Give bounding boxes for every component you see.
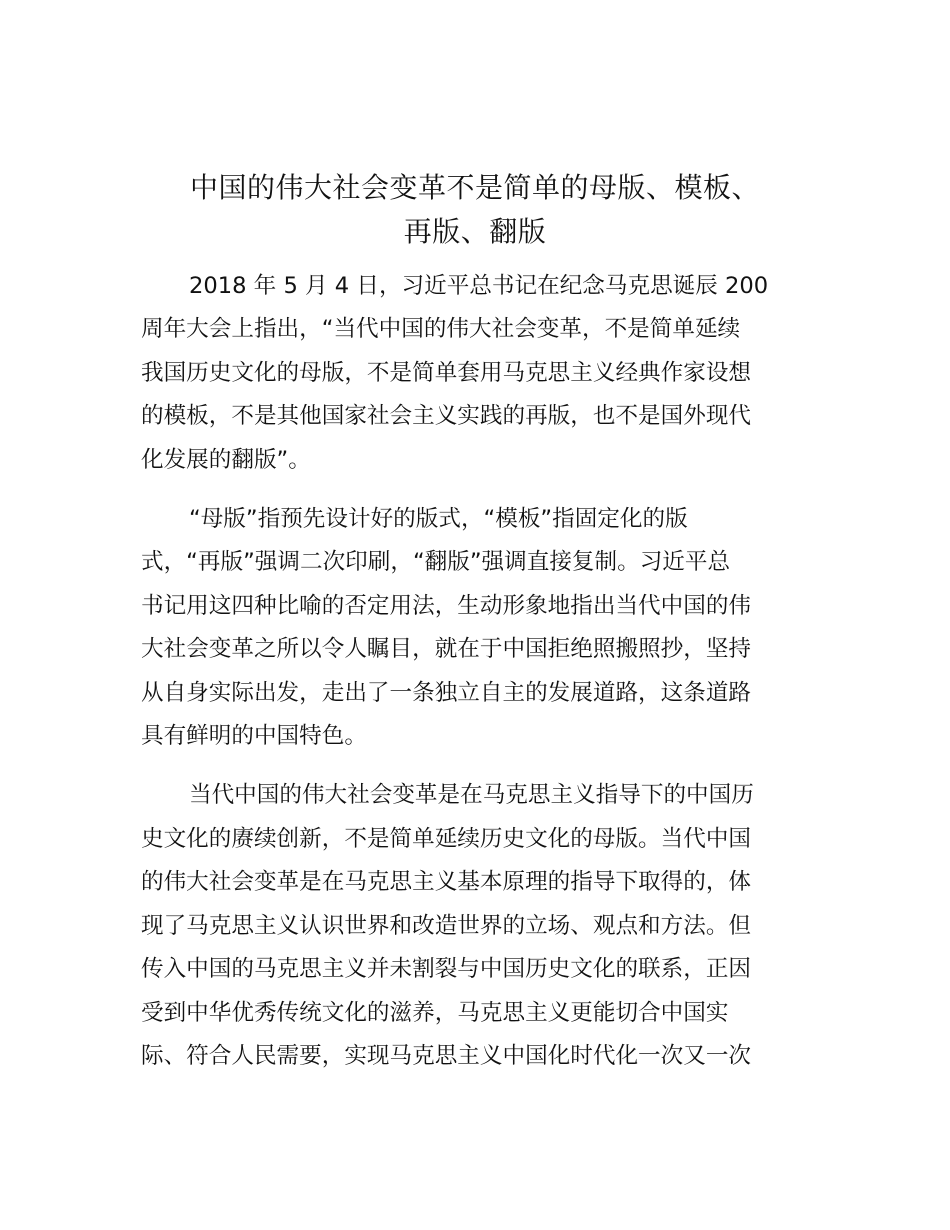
- text-line: 书记用这四种比喻的否定用法，生动形象地指出当代中国的伟: [141, 592, 752, 619]
- text-line: 史文化的赓续创新，不是简单延续历史文化的母版。当代中国: [141, 825, 752, 852]
- text-line: 具有鲜明的中国特色。: [141, 723, 367, 750]
- text-line: 从自身实际出发，走出了一条独立自主的发展道路，这条道路: [141, 679, 752, 706]
- title-line: 再版、翻版: [403, 215, 547, 248]
- text-line: 的模板，不是其他国家社会主义实践的再版，也不是国外现代: [141, 403, 752, 430]
- text-line: 我国历史文化的母版，不是简单套用马克思主义经典作家设想: [141, 359, 752, 386]
- text-line: 受到中华优秀传统文化的滋养，马克思主义更能切合中国实: [141, 999, 729, 1026]
- text-line: 大社会变革之所以令人瞩目，就在于中国拒绝照搬照抄，坚持: [141, 636, 752, 663]
- title-line: 中国的伟大社会变革不是简单的母版、模板、: [189, 171, 760, 204]
- text-line: 现了马克思主义认识世界和改造世界的立场、观点和方法。但: [141, 912, 752, 939]
- paragraph-2: [141, 498, 811, 758]
- text-line: 化发展的翻版”。: [141, 446, 311, 473]
- text-line: “母版”指预先设计好的版式，“模板”指固定化的版: [189, 506, 688, 533]
- document-title: [100, 166, 850, 254]
- text-line: 式，“再版”强调二次印刷，“翻版”强调直接复制。习近平总: [141, 549, 731, 576]
- document-body: [141, 265, 811, 1094]
- text-line: 周年大会上指出，“当代中国的伟大社会变革，不是简单延续: [141, 316, 741, 343]
- text-line: 的伟大社会变革是在马克思主义基本原理的指导下取得的，体: [141, 869, 752, 896]
- text-line: 2018 年 5 月 4 日，习近平总书记在纪念马克思诞辰 200: [189, 273, 769, 299]
- paragraph-1: [141, 265, 811, 482]
- text-line: 传入中国的马克思主义并未割裂与中国历史文化的联系，正因: [141, 956, 752, 983]
- paragraph-3: [141, 774, 811, 1078]
- text-line: 当代中国的伟大社会变革是在马克思主义指导下的中国历: [189, 782, 754, 809]
- text-line: 际、符合人民需要，实现马克思主义中国化时代化一次又一次: [141, 1042, 752, 1069]
